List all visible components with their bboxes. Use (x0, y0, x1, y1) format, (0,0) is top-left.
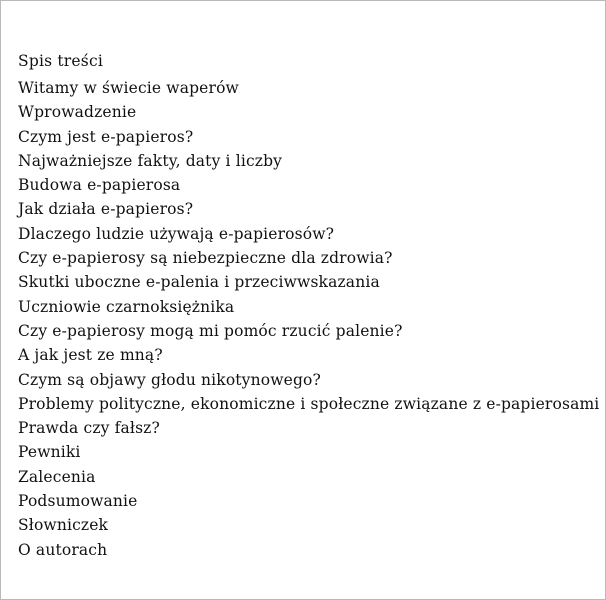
toc-item-problemy[interactable]: Problemy polityczne, ekonomiczne i społeczne związane z e-papierosami (18, 394, 600, 413)
toc-item-wprowadzenie[interactable]: Wprowadzenie (18, 103, 137, 122)
toc-item-prawda-czy-falsz[interactable]: Prawda czy fałsz? (18, 419, 160, 438)
toc-item-czym-jest-e-papieros[interactable]: Czym jest e-papieros? (18, 127, 194, 146)
toc-item-skutki-uboczne[interactable]: Skutki uboczne e-palenia i przeciwwskazania (18, 273, 380, 292)
toc-item-objawy-glodu[interactable]: Czym są objawy głodu nikotynowego? (18, 370, 321, 389)
toc-item-dlaczego-ludzie[interactable]: Dlaczego ludzie używają e-papierosów? (18, 224, 335, 243)
toc-item-podsumowanie[interactable]: Podsumowanie (18, 492, 138, 511)
toc-item-jak-dziala[interactable]: Jak działa e-papieros? (18, 200, 194, 219)
toc-item-zalecenia[interactable]: Zalecenia (18, 467, 96, 486)
toc-item-fakty-daty-liczby[interactable]: Najważniejsze fakty, daty i liczby (18, 151, 283, 170)
toc-item-a-jak-ze-mna[interactable]: A jak jest ze mną? (18, 346, 163, 365)
toc-title: Spis treści (18, 52, 103, 70)
toc-list (18, 76, 601, 562)
toc-item-pewniki[interactable]: Pewniki (18, 443, 81, 462)
toc-item-slowniczek[interactable]: Słowniczek (18, 516, 109, 535)
toc-item-witamy[interactable]: Witamy w świecie waperów (18, 79, 239, 97)
toc-item-rzucic-palenie[interactable]: Czy e-papierosy mogą mi pomóc rzucić palenie? (18, 321, 403, 340)
toc-item-niebezpieczne[interactable]: Czy e-papierosy są niebezpieczne dla zdrowia? (18, 249, 393, 268)
toc-item-uczniowie[interactable]: Uczniowie czarnoksiężnika (18, 297, 235, 316)
toc-item-o-autorach[interactable]: O autorach (18, 540, 108, 559)
table-of-contents (18, 49, 601, 562)
toc-item-budowa[interactable]: Budowa e-papierosa (18, 176, 181, 195)
